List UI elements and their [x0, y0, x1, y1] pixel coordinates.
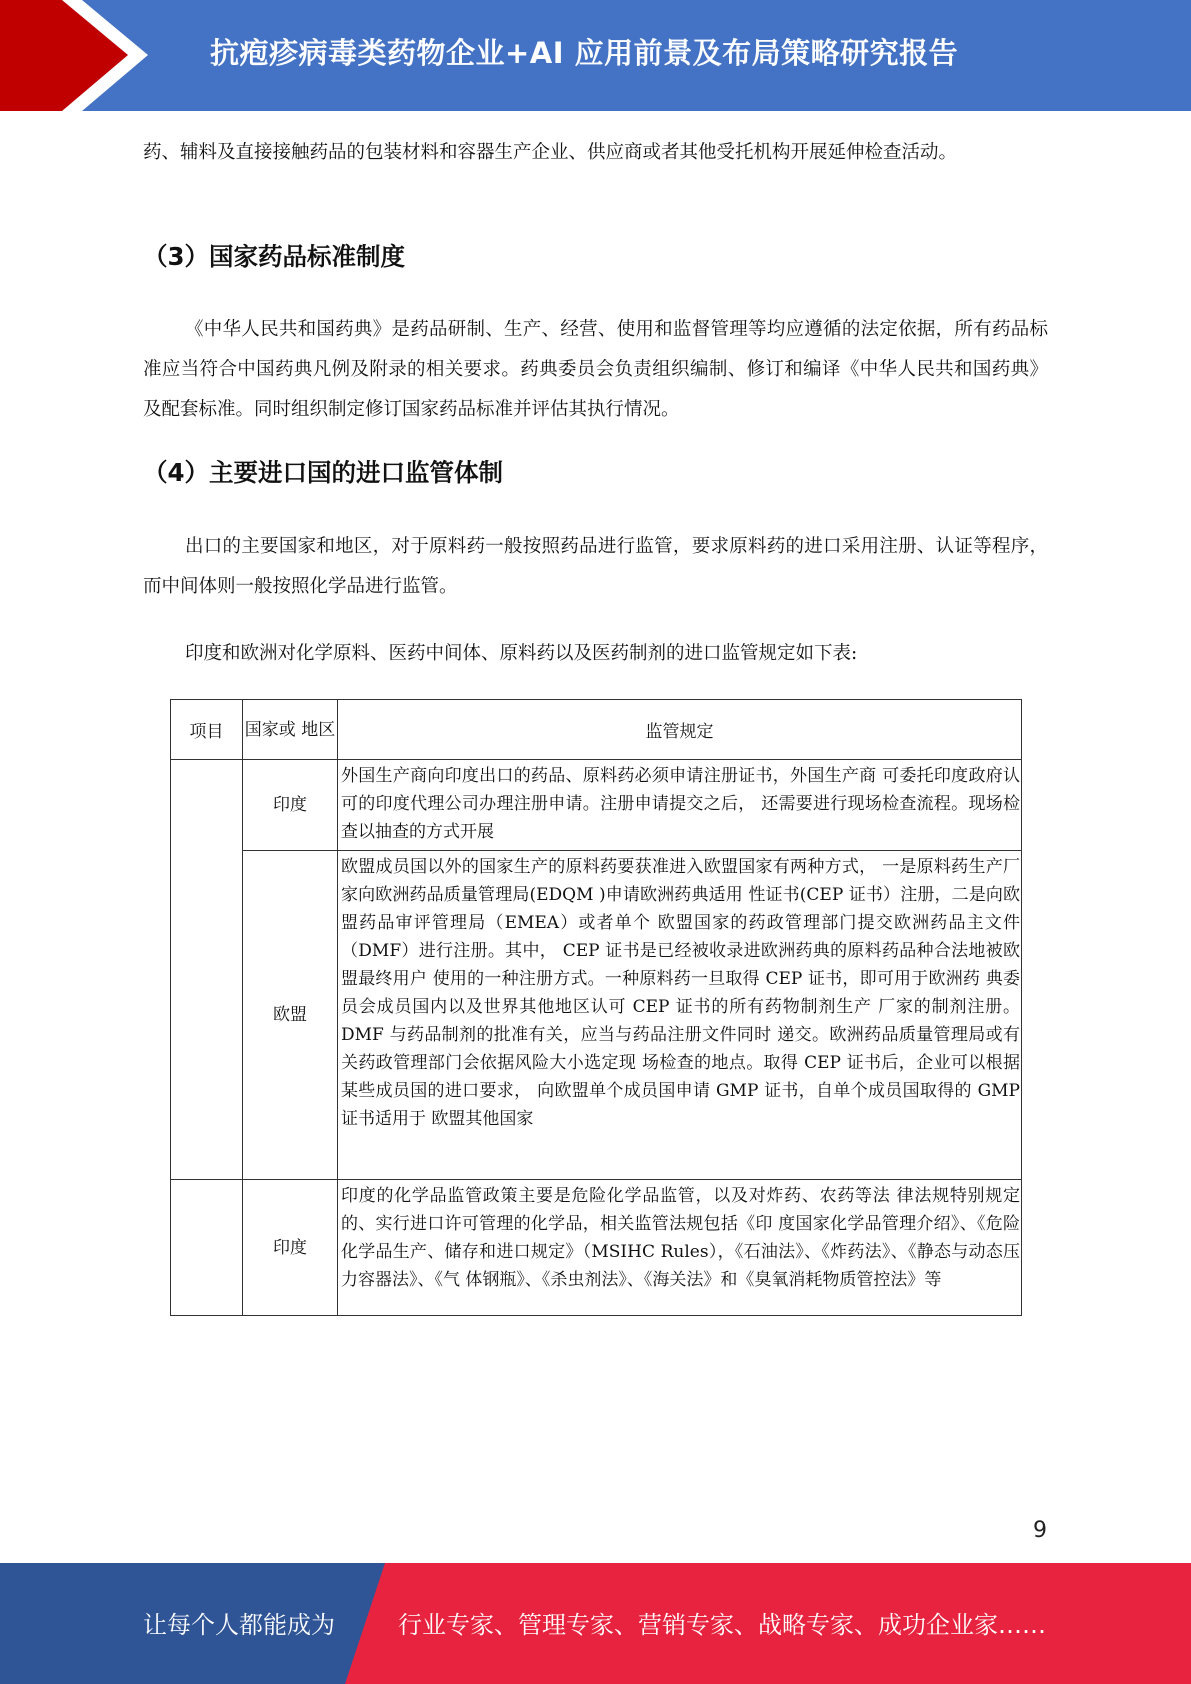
- page-header: [0, 0, 1191, 111]
- row-regulation-cell: 外国生产商向印度出口的药品、原料药必须申请注册证书，外国生产商 可委托印度政府认可的印度代理公司办理注册申请。注册申请提交之后， 还需要进行现场检查流程。现场检查以抽查的方式开展: [338, 760, 1022, 851]
- row-item-cell: [171, 1180, 243, 1316]
- footer-slogan-right: 行业专家、管理专家、营销专家、战略专家、成功企业家……: [398, 1611, 1046, 1639]
- header-item: 项目: [171, 700, 243, 760]
- table-header-row: [171, 700, 1022, 760]
- header-region: 国家或 地区: [243, 700, 338, 760]
- row-region-cell: 印度: [243, 760, 338, 851]
- row-regulation-cell: 印度的化学品监管政策主要是危险化学品监管，以及对炸药、农药等法 律法规特别规定的、实行进口许可管理的化学品，相关监管法规包括《印 度国家化学品管理介绍》、《危险化学品生产、储存和进口规定》（MSIHC Rules），《石油法》、《炸药法》、《静态与动态压力容器法》、《气 体钢瓶》、《杀虫剂法》、《海关法》和《臭氧消耗物质管控法》等: [338, 1180, 1022, 1316]
- row-region-cell: 印度: [243, 1180, 338, 1316]
- section-heading-4: （4）主要进口国的进口监管体制: [143, 458, 504, 487]
- header-arrow-icon: [0, 0, 160, 111]
- table-row: [171, 760, 1022, 851]
- paragraph-standard: 《中华人民共和国药典》是药品研制、生产、经营、使用和监督管理等均应遵循的法定依据，所有药品标准应当符合中国药典凡例及附录的相关要求。药典委员会负责组织编制、修订和编译《中华人民共和国药典》及配套标准。同时组织制定修订国家药品标准并评估其执行情况。: [143, 319, 1048, 420]
- paragraph-continued: 药、辅料及直接接触药品的包装材料和容器生产企业、供应商或者其他受托机构开展延伸检查活动。: [143, 142, 958, 163]
- table-row: [171, 1180, 1022, 1316]
- row-regulation-cell: 欧盟成员国以外的国家生产的原料药要获准进入欧盟国家有两种方式， 一是原料药生产厂家向欧洲药品质量管理局(EDQM )申请欧洲药典适用 性证书(CEP 证书）注册，二是向欧盟药品审评管理局（EMEA）或者单个 欧盟国家的药政管理部门提交欧洲药品主文件（DMF）进行注册。其中， CEP 证书是已经被收录进欧洲药典的原料药品种合法地被欧盟最终用户 使用的一种注册方式。一种原料药一旦取得 CEP 证书，即可用于欧洲药 典委员会成员国内以及世界其他地区认可 CEP 证书的所有药物制剂生产 厂家的制剂注册。DMF 与药品制剂的批准有关，应当与药品注册文件同时 递交。欧洲药品质量管理局或有关药政管理部门会依据风险大小选定现 场检查的地点。取得 CEP 证书后，企业可以根据某些成员国的进口要求， 向欧盟单个成员国申请 GMP 证书，自单个成员国取得的 GMP 证书适用于 欧盟其他国家: [338, 851, 1022, 1180]
- paragraph-table-intro: 印度和欧洲对化学原料、医药中间体、原料药以及医药制剂的进口监管规定如下表:: [185, 643, 858, 664]
- footer-slogan-left: 让每个人都能成为: [143, 1611, 335, 1639]
- paragraph-export: 出口的主要国家和地区，对于原料药一般按照药品进行监管，要求原料药的进口采用注册、认证等程序，而中间体则一般按照化学品进行监管。: [143, 536, 1048, 597]
- report-title: 抗疱疹病毒类药物企业+AI 应用前景及布局策略研究报告: [210, 36, 959, 70]
- row-item-cell: [171, 760, 243, 1180]
- row-region-cell: 欧盟: [243, 851, 338, 1180]
- section-heading-3: （3）国家药品标准制度: [143, 242, 406, 271]
- page-number: 9: [1033, 1518, 1047, 1543]
- header-regulation: 监管规定: [338, 700, 1022, 760]
- table-row: [171, 851, 1022, 1180]
- import-regulation-table: [170, 699, 1022, 1316]
- page-footer: [0, 1563, 1191, 1684]
